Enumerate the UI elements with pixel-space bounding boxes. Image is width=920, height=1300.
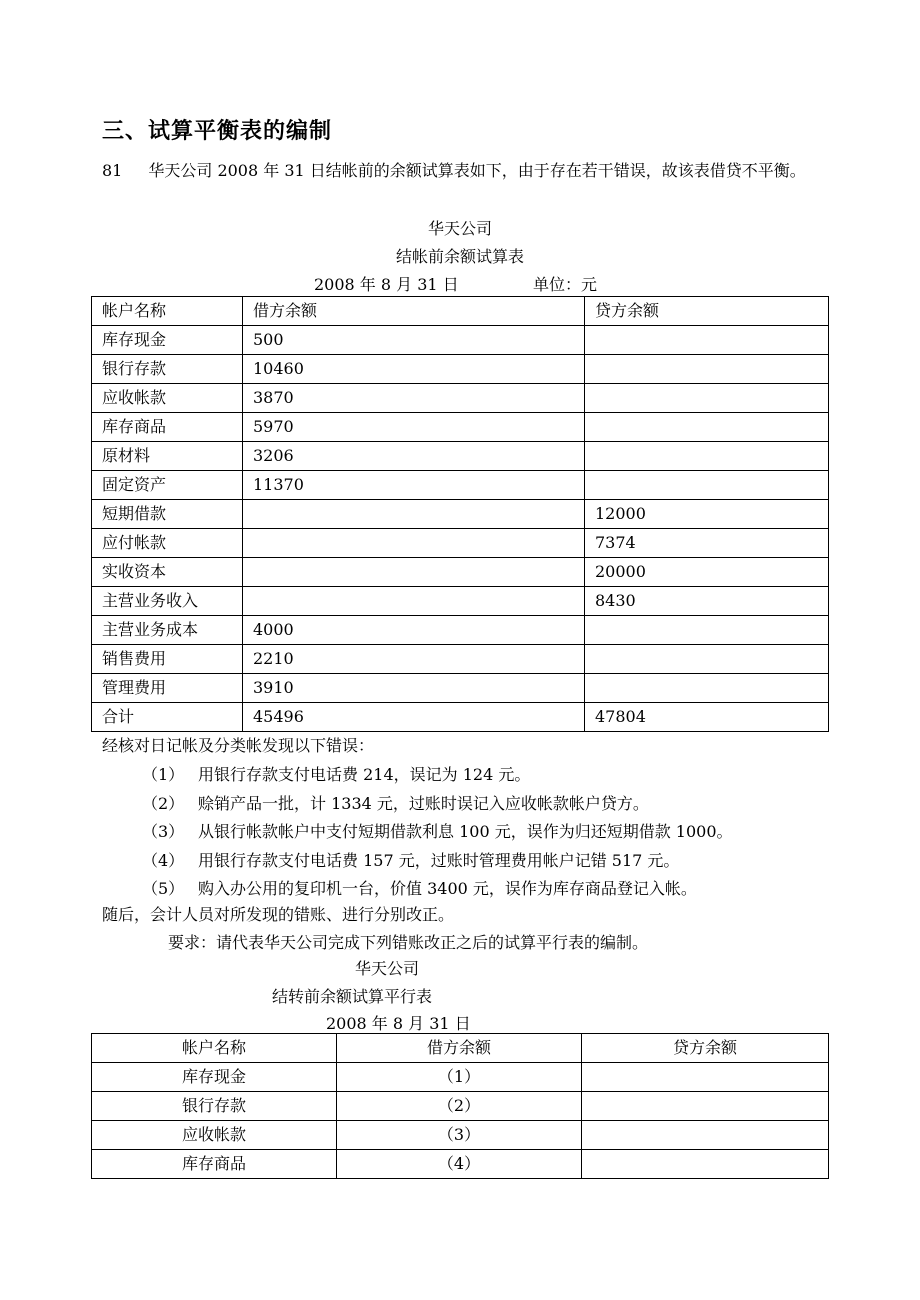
table-row [92, 471, 829, 500]
table-cell: 银行存款 [92, 1092, 337, 1121]
table-cell [582, 1121, 829, 1150]
table-cell [585, 413, 829, 442]
table1-company: 华天公司 [427, 219, 492, 238]
table1-date: 2008 年 8 月 31 日 [314, 275, 459, 294]
error-text: 用银行存款支付电话费 157 元，过账时管理费用帐户记错 517 元。 [198, 850, 680, 870]
table-cell: 实收资本 [92, 558, 243, 587]
table-cell: 500 [243, 326, 585, 355]
followup-text: 随后，会计人员对所发现的错账、进行分别改正。 [102, 905, 455, 924]
table-cell: 主营业务收入 [92, 587, 243, 616]
table-cell [585, 355, 829, 384]
table-cell: 应收帐款 [92, 1121, 337, 1150]
table-cell: （3） [337, 1121, 582, 1150]
table-cell: 11370 [243, 471, 585, 500]
table2-header-row [92, 1034, 829, 1063]
table-row [92, 587, 829, 616]
table1-header-row [92, 297, 829, 326]
error-index: （3） [142, 822, 185, 841]
error-text: 赊销产品一批，计 1334 元，过账时误记入应收帐款帐户贷方。 [198, 793, 649, 813]
error-index: （4） [142, 850, 185, 870]
table-row [92, 1092, 829, 1121]
table-row [92, 703, 829, 732]
table-row [92, 326, 829, 355]
table-row [92, 674, 829, 703]
table-row [92, 355, 829, 384]
table-cell: 库存现金 [92, 326, 243, 355]
table-row [92, 558, 829, 587]
table-cell [585, 616, 829, 645]
table-cell: 45496 [243, 703, 585, 732]
table-row [92, 1121, 829, 1150]
table-row [92, 529, 829, 558]
table-cell: （4） [337, 1150, 582, 1179]
table-row [92, 384, 829, 413]
table2-title: 结转前余额试算平行表 [272, 987, 433, 1006]
question-paragraph [102, 157, 828, 185]
error-text: 购入办公用的复印机一台，价值 3400 元，误作为库存商品登记入帐。 [198, 879, 697, 898]
column-header: 贷方余额 [582, 1034, 829, 1063]
table-cell [585, 326, 829, 355]
table-cell: 5970 [243, 413, 585, 442]
column-header: 帐户名称 [92, 1034, 337, 1063]
table-cell: 应付帐款 [92, 529, 243, 558]
column-header: 借方余额 [243, 297, 585, 326]
table-row [92, 500, 829, 529]
table-cell: 20000 [585, 558, 829, 587]
table-row [92, 616, 829, 645]
table-cell: 3206 [243, 442, 585, 471]
table-cell [243, 500, 585, 529]
error-text: 用银行存款支付电话费 214，误记为 124 元。 [198, 765, 531, 784]
table-cell [243, 587, 585, 616]
table-cell: 7374 [585, 529, 829, 558]
error-index: （1） [142, 765, 185, 784]
table-row [92, 442, 829, 471]
table-cell: （2） [337, 1092, 582, 1121]
table-row [92, 413, 829, 442]
table-cell: 4000 [243, 616, 585, 645]
table-cell [585, 471, 829, 500]
table-cell: 2210 [243, 645, 585, 674]
error-index: （2） [142, 793, 185, 813]
errors-intro: 经核对日记帐及分类帐发现以下错误： [102, 736, 375, 755]
table1-unit: 单位：元 [533, 275, 598, 294]
table-cell: 管理费用 [92, 674, 243, 703]
table-cell: 银行存款 [92, 355, 243, 384]
table-row [92, 1063, 829, 1092]
table-row [92, 1150, 829, 1179]
table-cell [243, 529, 585, 558]
table-cell: 12000 [585, 500, 829, 529]
adjusted-trial-balance-table [91, 1033, 829, 1179]
question-number: 81 [102, 161, 123, 180]
table-cell [585, 645, 829, 674]
table-cell: 短期借款 [92, 500, 243, 529]
table2-date: 2008 年 8 月 31 日 [326, 1014, 471, 1033]
table-cell [585, 674, 829, 703]
table-cell: 原材料 [92, 442, 243, 471]
table-cell [585, 442, 829, 471]
question-text: 华天公司 2008 年 31 日结帐前的余额试算表如下，由于存在若干错误，故该表借贷不平衡。 [148, 161, 806, 180]
table-cell: 销售费用 [92, 645, 243, 674]
table-cell: 合计 [92, 703, 243, 732]
table-cell: 库存商品 [92, 413, 243, 442]
error-index: （5） [142, 879, 185, 898]
table-cell: 应收帐款 [92, 384, 243, 413]
error-text: 从银行帐款帐户中支付短期借款利息 100 元，误作为归还短期借款 1000。 [198, 822, 733, 841]
table2-company: 华天公司 [355, 959, 420, 978]
column-header: 贷方余额 [585, 297, 829, 326]
table-cell [582, 1092, 829, 1121]
table-cell: 主营业务成本 [92, 616, 243, 645]
table-cell: 3870 [243, 384, 585, 413]
table-cell: 3910 [243, 674, 585, 703]
table-cell [585, 384, 829, 413]
table-cell: 8430 [585, 587, 829, 616]
table-row [92, 645, 829, 674]
table-cell [243, 558, 585, 587]
section-title: 三、试算平衡表的编制 [102, 119, 333, 144]
table-cell: 库存商品 [92, 1150, 337, 1179]
table-cell: （1） [337, 1063, 582, 1092]
column-header: 借方余额 [337, 1034, 582, 1063]
column-header: 帐户名称 [92, 297, 243, 326]
trial-balance-table [91, 296, 829, 732]
table-cell [582, 1150, 829, 1179]
table-cell: 库存现金 [92, 1063, 337, 1092]
table-cell: 固定资产 [92, 471, 243, 500]
requirement-text: 要求：请代表华天公司完成下列错账改正之后的试算平行表的编制。 [168, 933, 649, 952]
table-cell: 10460 [243, 355, 585, 384]
table-cell: 47804 [585, 703, 829, 732]
table-cell [582, 1063, 829, 1092]
table1-title: 结帐前余额试算表 [395, 247, 524, 266]
